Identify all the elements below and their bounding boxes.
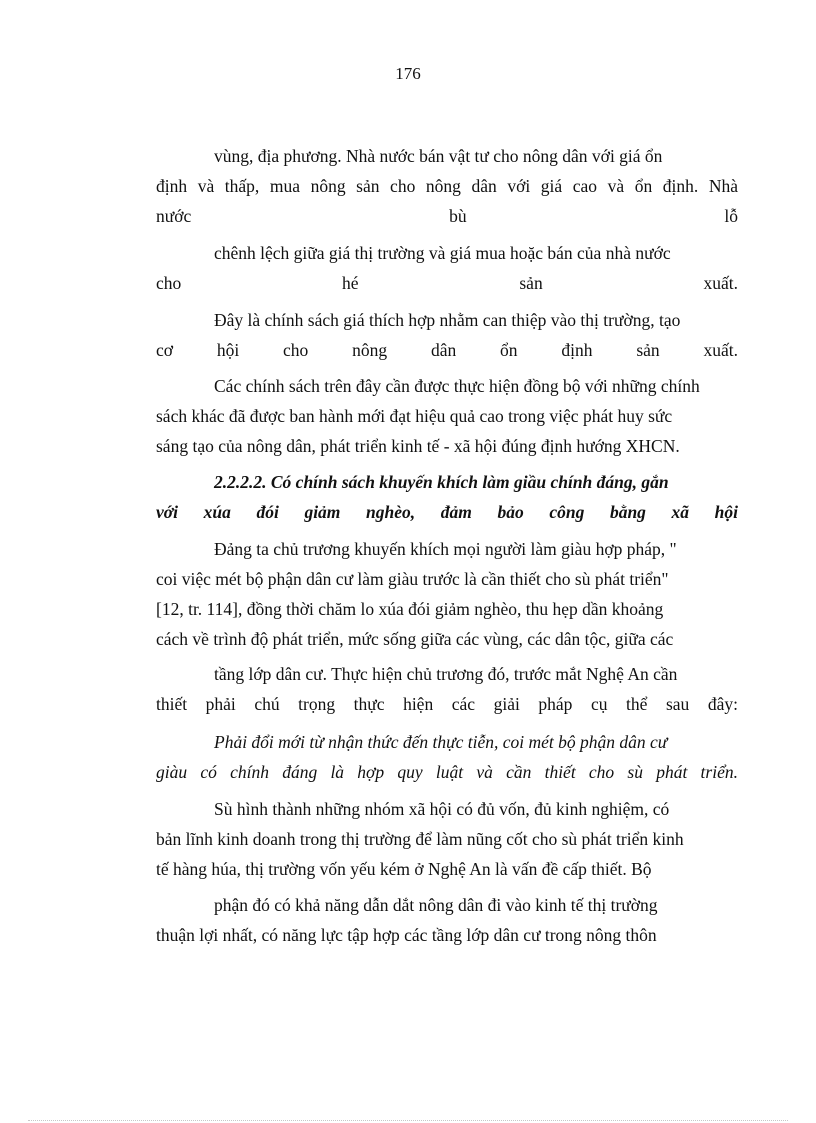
- section-heading: 2.2.2.2. Có chính sách khuyến khích làm giầu chính đáng, gắn: [214, 472, 669, 492]
- text-line: phận đó có khả năng dẫn dắt nông dân đi vào kinh tế thị trường: [214, 895, 658, 915]
- text-line: Các chính sách trên đây cần được thực hiện đồng bộ với những chính: [214, 376, 700, 396]
- text-line: sáng tạo của nông dân, phát triển kinh tế - xã hội đúng định hướng XHCN.: [156, 436, 680, 456]
- text-line: [12, tr. 114], đồng thời chăm lo xúa đói giảm nghèo, thu hẹp dần khoảng: [156, 599, 664, 619]
- text-line: Đảng ta chủ trương khuyến khích mọi người làm giàu hợp pháp, ": [214, 539, 677, 559]
- text-line: thuận lợi nhất, có năng lực tập hợp các tầng lớp dân cư trong nông thôn: [156, 925, 657, 945]
- text-line: Sù hình thành những nhóm xã hội có đủ vốn, đủ kinh nghiệm, có: [214, 799, 670, 819]
- text-line: định và thấp, mua nông sản cho nông dân với giá cao và ổn định. Nhà: [156, 176, 738, 196]
- text-line: tế hàng húa, thị trường vốn yếu kém ở Nghệ An là vấn đề cấp thiết. Bộ: [156, 859, 652, 879]
- page-number: 176: [395, 64, 421, 83]
- text-line: Đây là chính sách giá thích hợp nhằm can thiệp vào thị trường, tạo: [214, 310, 681, 330]
- text-line: chênh lệch giữa giá thị trường và giá mua hoặc bán của nhà nước: [214, 243, 671, 263]
- text-line: tầng lớp dân cư. Thực hiện chủ trương đó, trước mắt Nghệ An cần: [214, 664, 678, 684]
- bottom-divider: [28, 1120, 788, 1121]
- italic-line: Phải đổi mới từ nhận thức đến thực tiễn, coi mét bộ phận dân cư: [214, 732, 668, 752]
- text-line: sách khác đã được ban hành mới đạt hiệu quả cao trong việc phát huy sức: [156, 406, 673, 426]
- section-heading: với xúa đói giảm nghèo, đảm bảo công bằng xã hội: [156, 502, 738, 522]
- text-line: vùng, địa phương. Nhà nước bán vật tư cho nông dân với giá ổn: [214, 146, 663, 166]
- text-line: cho hé sản xuất.: [156, 273, 738, 293]
- text-line: coi việc mét bộ phận dân cư làm giàu trước là cần thiết cho sù phát triển": [156, 569, 669, 589]
- text-line: thiết phải chú trọng thực hiện các giải pháp cụ thể sau đây:: [156, 694, 738, 714]
- text-line: nước bù lỗ: [156, 206, 738, 226]
- text-line: cơ hội cho nông dân ổn định sản xuất.: [156, 340, 738, 360]
- text-line: cách về trình độ phát triển, mức sống giữa các vùng, các dân tộc, giữa các: [156, 629, 674, 649]
- italic-line: giàu có chính đáng là hợp quy luật và cần thiết cho sù phát triển.: [156, 762, 738, 782]
- text-line: bản lĩnh kinh doanh trong thị trường để làm nũng cốt cho sù phát triển kinh: [156, 829, 684, 849]
